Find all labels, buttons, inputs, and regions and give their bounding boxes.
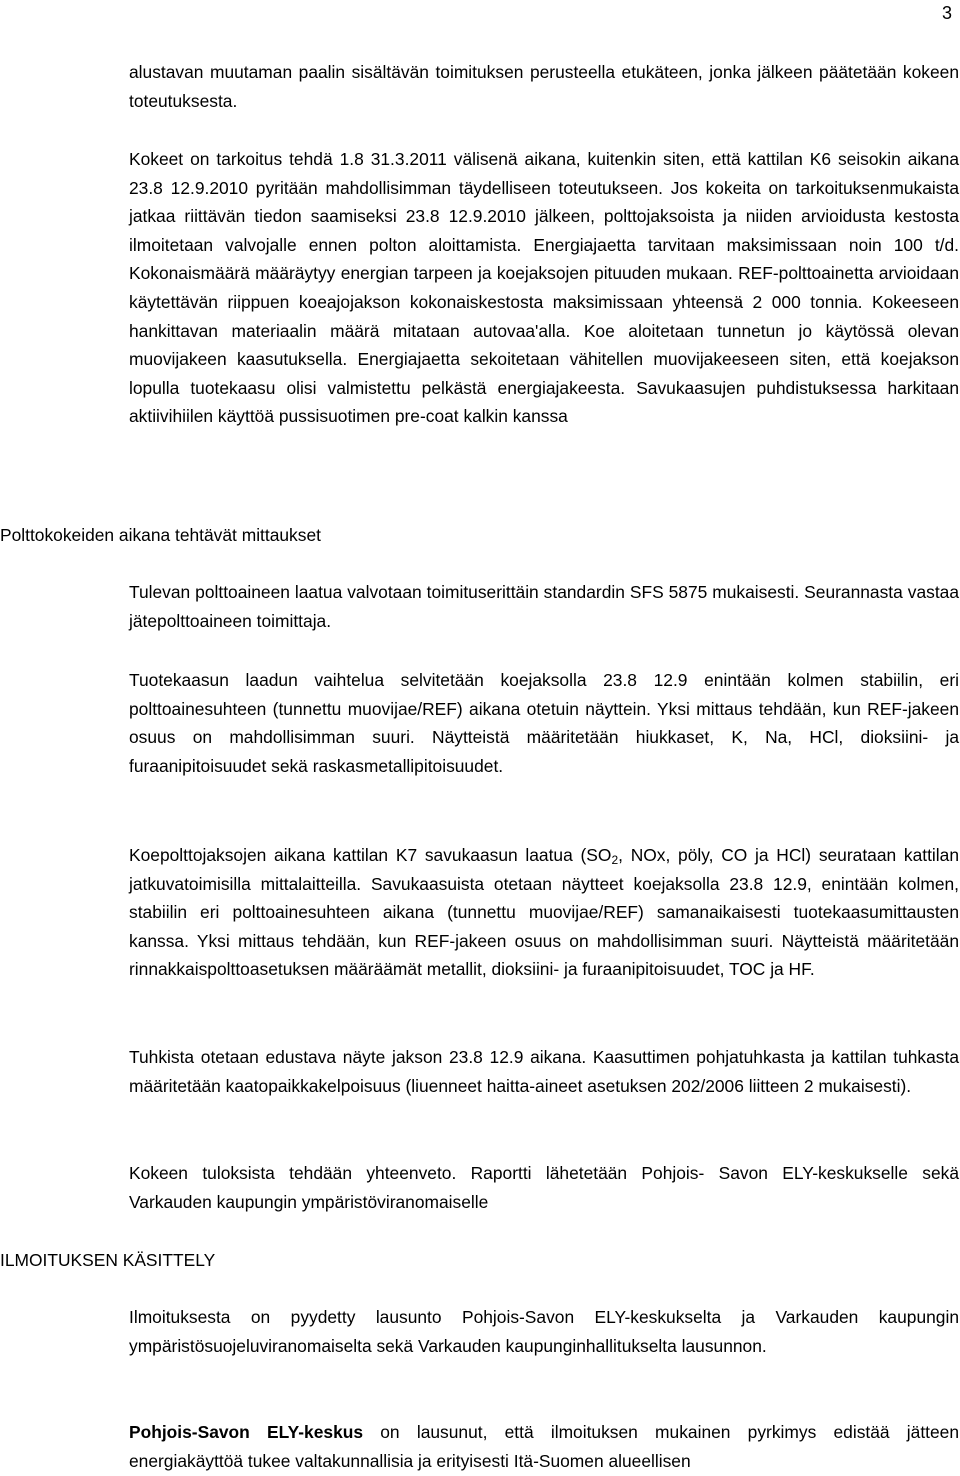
paragraph-summary: Kokeen tuloksista tehdään yhteenveto. Raportti lähetetään Pohjois- Savon ELY-keskukselle sekä Varkauden kaupungin ympäristöviranomaiselle <box>129 1163 959 1212</box>
paragraph-product-gas: Tuotekaasun laadun vaihtelua selvitetään koejaksolla 23.8 12.9 enintään kolmen stabiilin, eri polttoainesuhteen (tunnettu muovijae/REF) aikana otetuin näyttein. Yksi mittaus tehdään, kun REF-jakeen osuus on mahdollisimman suuri. Näytteistä määritetään hiukkaset, K, Na, HCl, dioksiini- ja furaanipitoisuudet sekä raskasmetallipitoisuudet. <box>129 670 959 776</box>
section-heading-measurements: Polttokokeiden aikana tehtävät mittaukset <box>0 525 321 545</box>
page-number: 3 <box>941 3 952 23</box>
paragraph-statements: Ilmoituksesta on pyydetty lausunto Pohjois-Savon ELY-keskukselta ja Varkauden kaupungin ympäristösuojeluviranomaiselta sekä Varkauden kaupunginhallitukselta lausunnon. <box>129 1307 959 1356</box>
paragraph-ash: Tuhkista otetaan edustava näyte jakson 23.8 12.9 aikana. Kaasuttimen pohjatuhkasta ja kattilan tuhkasta määritetään kaatopaikkakelpoisuus (liuenneet haitta-aineet asetuksen 202/2006 liitteen 2 mukaisesti). <box>129 1047 959 1096</box>
section-heading-processing: ILMOITUKSEN KÄSITTELY <box>0 1250 216 1270</box>
paragraph-flue-gas <box>129 841 959 984</box>
paragraph-ely-statement <box>129 1418 959 1475</box>
flue-gas-text-end: , NOx, pöly, CO ja HCl) seurataan kattilan jatkuvatoimisilla mittalaitteilla. Savukaasuista otetaan näytteet koejaksolla 23.8 12.9, enintään kolmen, stabiilin eri polttoainesuhteen aikana (tunnettu muovijae/REF) samanaikaisesti tuotekaasumittausten kanssa. Yksi mittaus tehdään, kun REF-jakeen osuus on mahdollisimman suuri. Näytteistä määritetään rinnakkaispolttoasetuksen määräämät metallit, dioksiini- ja furaanipitoisuudet, TOC ja HF. <box>129 845 959 980</box>
subscript-2: 2 <box>611 853 619 867</box>
ely-statement-text: on lausunut, että ilmoituksen mukainen pyrkimys edistää jätteen energiakäyttöä tukee valtakunnallisia ja erityisesti Itä-Suomen alueellisen <box>129 1422 959 1471</box>
paragraph-fuel-quality: Tulevan polttoaineen laatua valvotaan toimituserittäin standardin SFS 5875 mukaisesti. Seurannasta vastaa jätepolttoaineen toimittaja. <box>129 582 959 631</box>
paragraph-intro: alustavan muutaman paalin sisältävän toimituksen perusteella etukäteen, jonka jälkeen päätetään kokeen toteutuksesta. <box>129 62 959 111</box>
flue-gas-text-start: Koepolttojaksojen aikana kattilan K7 savukaasun laatua (SO <box>129 845 612 865</box>
ely-centre-name: Pohjois-Savon ELY-keskus <box>129 1422 364 1442</box>
paragraph-test-schedule: Kokeet on tarkoitus tehdä 1.8 31.3.2011 välisenä aikana, kuitenkin siten, että kattilan K6 seisokin aikana 23.8 12.9.2010 pyritään mahdollisimman täydelliseen toteutukseen. Jos kokeita on tarkoituksenmukaista jatkaa riittävän tiedon saamiseksi 23.8 12.9.2010 jälkeen, polttojaksoista ja niiden arvioidusta kestosta ilmoitetaan valvojalle ennen polton aloittamista. Energiajaetta tarvitaan maksimissaan noin 100 t/d. Kokonaismäärä määräytyy energian tarpeen ja koejaksojen pituuden mukaan. REF-polttoainetta arvioidaan käytettävän riippuen koeajojakson kokonaiskestosta maksimissaan yhteensä 2 000 tonnia. Kokeeseen hankittavan materiaalin määrä mitataan autovaa'alla. Koe aloitetaan tunnetun jo käytössä olevan muovijakeen kaasutuksella. Energiajaetta sekoitetaan vähitellen muovijakeeseen siten, että koejakson lopulla tuotekaasu olisi valmistettu pelkästä energiajakeesta. Savukaasujen puhdistuksessa harkitaan aktiivihiilen käyttöä pussisuotimen pre-coat kalkin kanssa <box>129 149 959 427</box>
